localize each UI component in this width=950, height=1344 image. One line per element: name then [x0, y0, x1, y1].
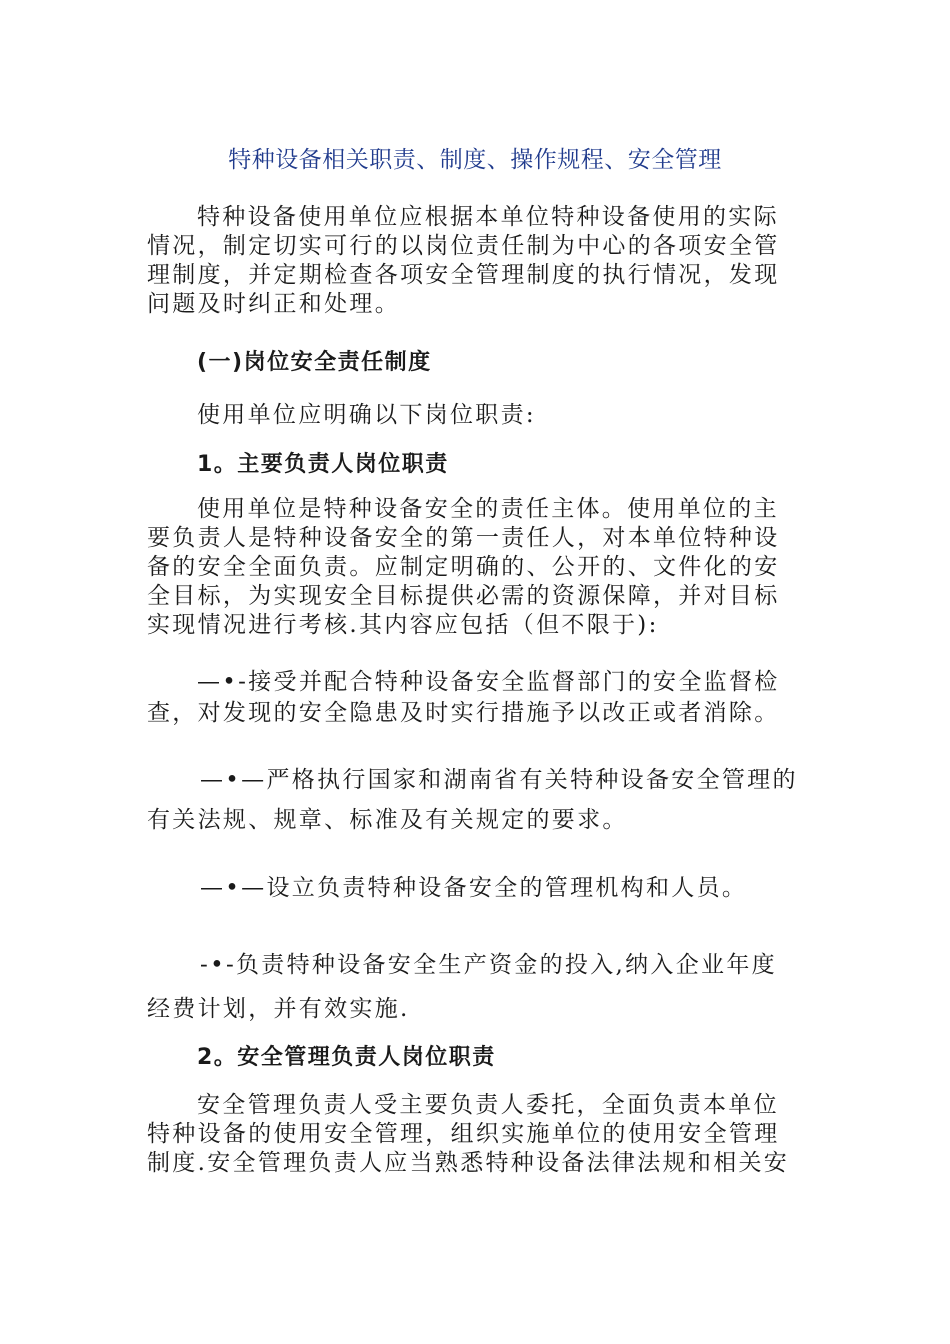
- section-heading: (一)岗位安全责任制度: [197, 350, 432, 375]
- bullet-1-line-2: 查，对发现的安全隐患及时实行措施予以改正或者消除。: [147, 700, 780, 726]
- item2-paragraph: 安全管理负责人受主要负责人委托，全面负责本单位特种设备的使用安全管理，组织实施单位的使用安全管理制度.安全管理负责人应当熟悉特种设备法律法规和相关安: [147, 1092, 790, 1176]
- bullet-4-line-2: 经费计划，并有效实施.: [147, 996, 410, 1022]
- bullet-3-line-1: —•—设立负责特种设备安全的管理机构和人员。: [200, 875, 748, 901]
- intro-paragraph: 特种设备使用单位应根据本单位特种设备使用的实际情况，制定切实可行的以岗位责任制为中心的各项安全管理制度，并定期检查各项安全管理制度的执行情况，发现问题及时纠正和处理。: [147, 204, 780, 317]
- bullet-1-line-1: —•-接受并配合特种设备安全监督部门的安全监督检: [197, 669, 780, 695]
- item1-paragraph: 使用单位是特种设备安全的责任主体。使用单位的主要负责人是特种设备安全的第一责任人，对本单位特种设备的安全全面负责。应制定明确的、公开的、文件化的安全目标，为实现安全目标提供必需的资源保障，并对目标实现情况进行考核.其内容应包括（但不限于):: [147, 496, 780, 638]
- item-heading-2: 2。安全管理负责人岗位职责: [197, 1045, 496, 1070]
- bullet-2-line-1: —•—严格执行国家和湖南省有关特种设备安全管理的: [200, 767, 798, 793]
- section-lead: 使用单位应明确以下岗位职责:: [197, 402, 536, 428]
- document-title: 特种设备相关职责、制度、操作规程、安全管理: [228, 147, 722, 173]
- bullet-4-line-1: -•-负责特种设备安全生产资金的投入,纳入企业年度: [200, 952, 777, 978]
- item-heading-1: 1。主要负责人岗位职责: [197, 452, 449, 477]
- bullet-2-line-2: 有关法规、规章、标准及有关规定的要求。: [147, 807, 628, 833]
